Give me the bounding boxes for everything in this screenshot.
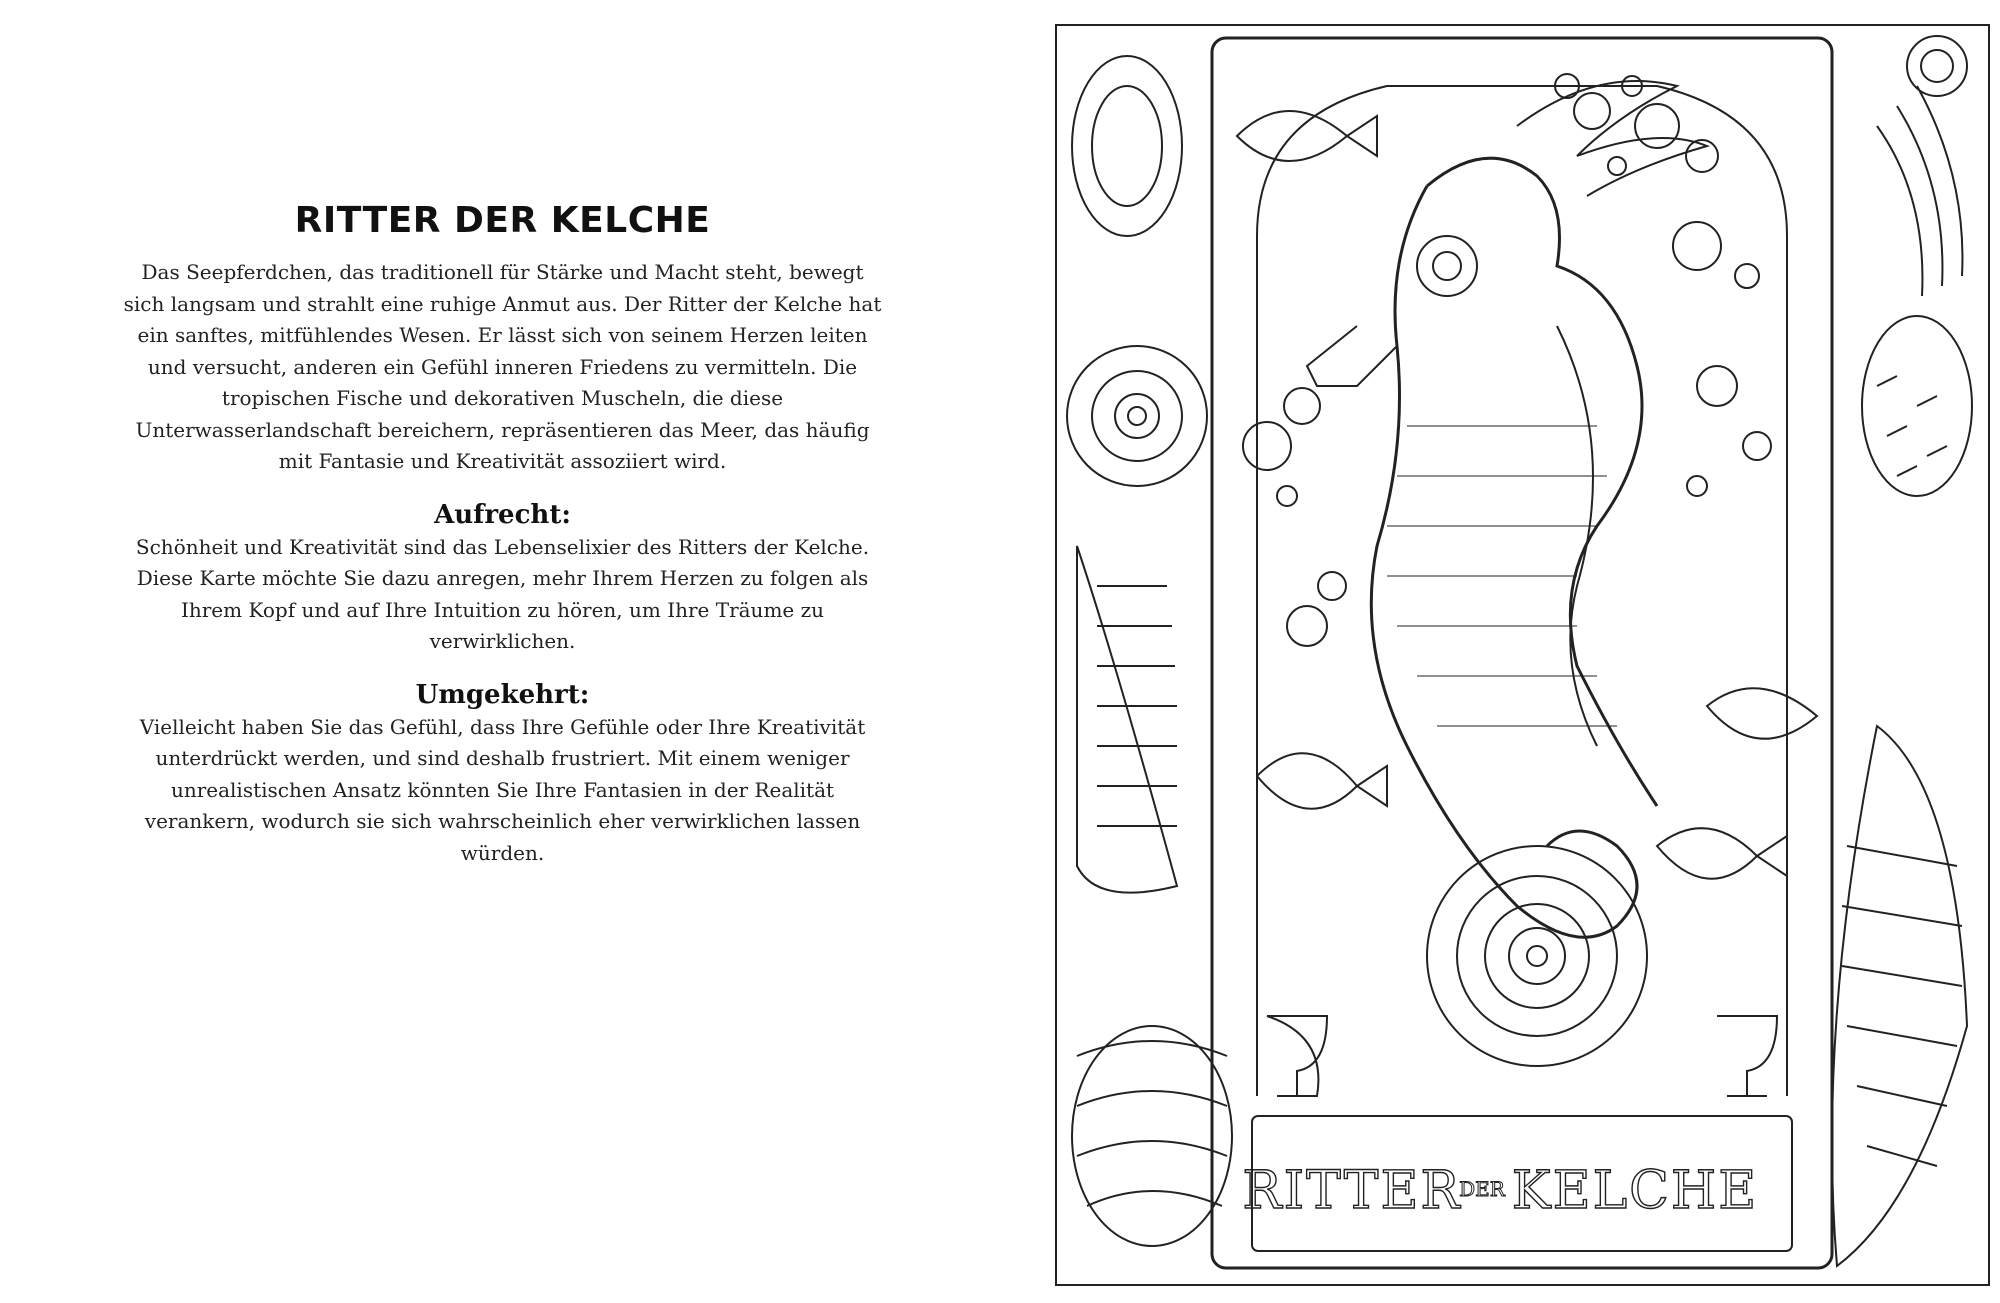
card-name-part1: RITTER bbox=[1242, 1161, 1462, 1221]
card-name-part2: KELCHE bbox=[1511, 1161, 1759, 1221]
intro-paragraph: Das Seepferdchen, das traditionell für Stärke und Macht steht, bewegt sich langsam und strahlt eine ruhige Anmut aus. Der Ritter der Kelche hat ein sanftes, mitfühlendes Wesen. Er lässt sich von seinem Herzen leiten und versucht, anderen ein Gefühl inneren Friedens zu vermitteln. Die tropischen Fische und dekorativen Muscheln, die diese Unterwasserlandschaft bereichern, repräsentieren das Meer, das häufig mit Fantasie und Kreativität assoziiert wird. bbox=[123, 260, 882, 473]
page-title: RITTER DER KELCHE bbox=[294, 200, 711, 241]
upright-heading: Aufrecht: bbox=[434, 499, 571, 530]
background-shells bbox=[1067, 36, 1972, 1266]
spiral-shell bbox=[1427, 846, 1647, 1066]
description-page bbox=[120, 200, 885, 869]
tarot-card-illustration bbox=[1055, 24, 1990, 1286]
reversed-heading: Umgekehrt: bbox=[415, 679, 590, 710]
card-name-small: DER bbox=[1459, 1177, 1505, 1201]
goblet-icons bbox=[1267, 1016, 1777, 1096]
seahorse-drawing bbox=[1307, 81, 1707, 937]
upright-paragraph: Schönheit und Kreativität sind das Lebenselixier des Ritters der Kelche. Diese Karte möchte Sie dazu anregen, mehr Ihrem Herzen zu folgen als Ihrem Kopf und auf Ihre Intuition zu hören, um Ihre Träume zu verwirklichen. bbox=[135, 534, 870, 653]
reversed-paragraph: Vielleicht haben Sie das Gefühl, dass Ihre Gefühle oder Ihre Kreativität unterdrückt werden, und sind deshalb frustriert. Mit einem weniger unrealistischen Ansatz könnten Sie Ihre Fantasien in der Realität verankern, wodurch sie sich wahrscheinlich eher verwirklichen lassen würden. bbox=[139, 714, 866, 865]
tropical-fish bbox=[1237, 111, 1817, 879]
card-inner-frame bbox=[1212, 38, 1832, 1268]
